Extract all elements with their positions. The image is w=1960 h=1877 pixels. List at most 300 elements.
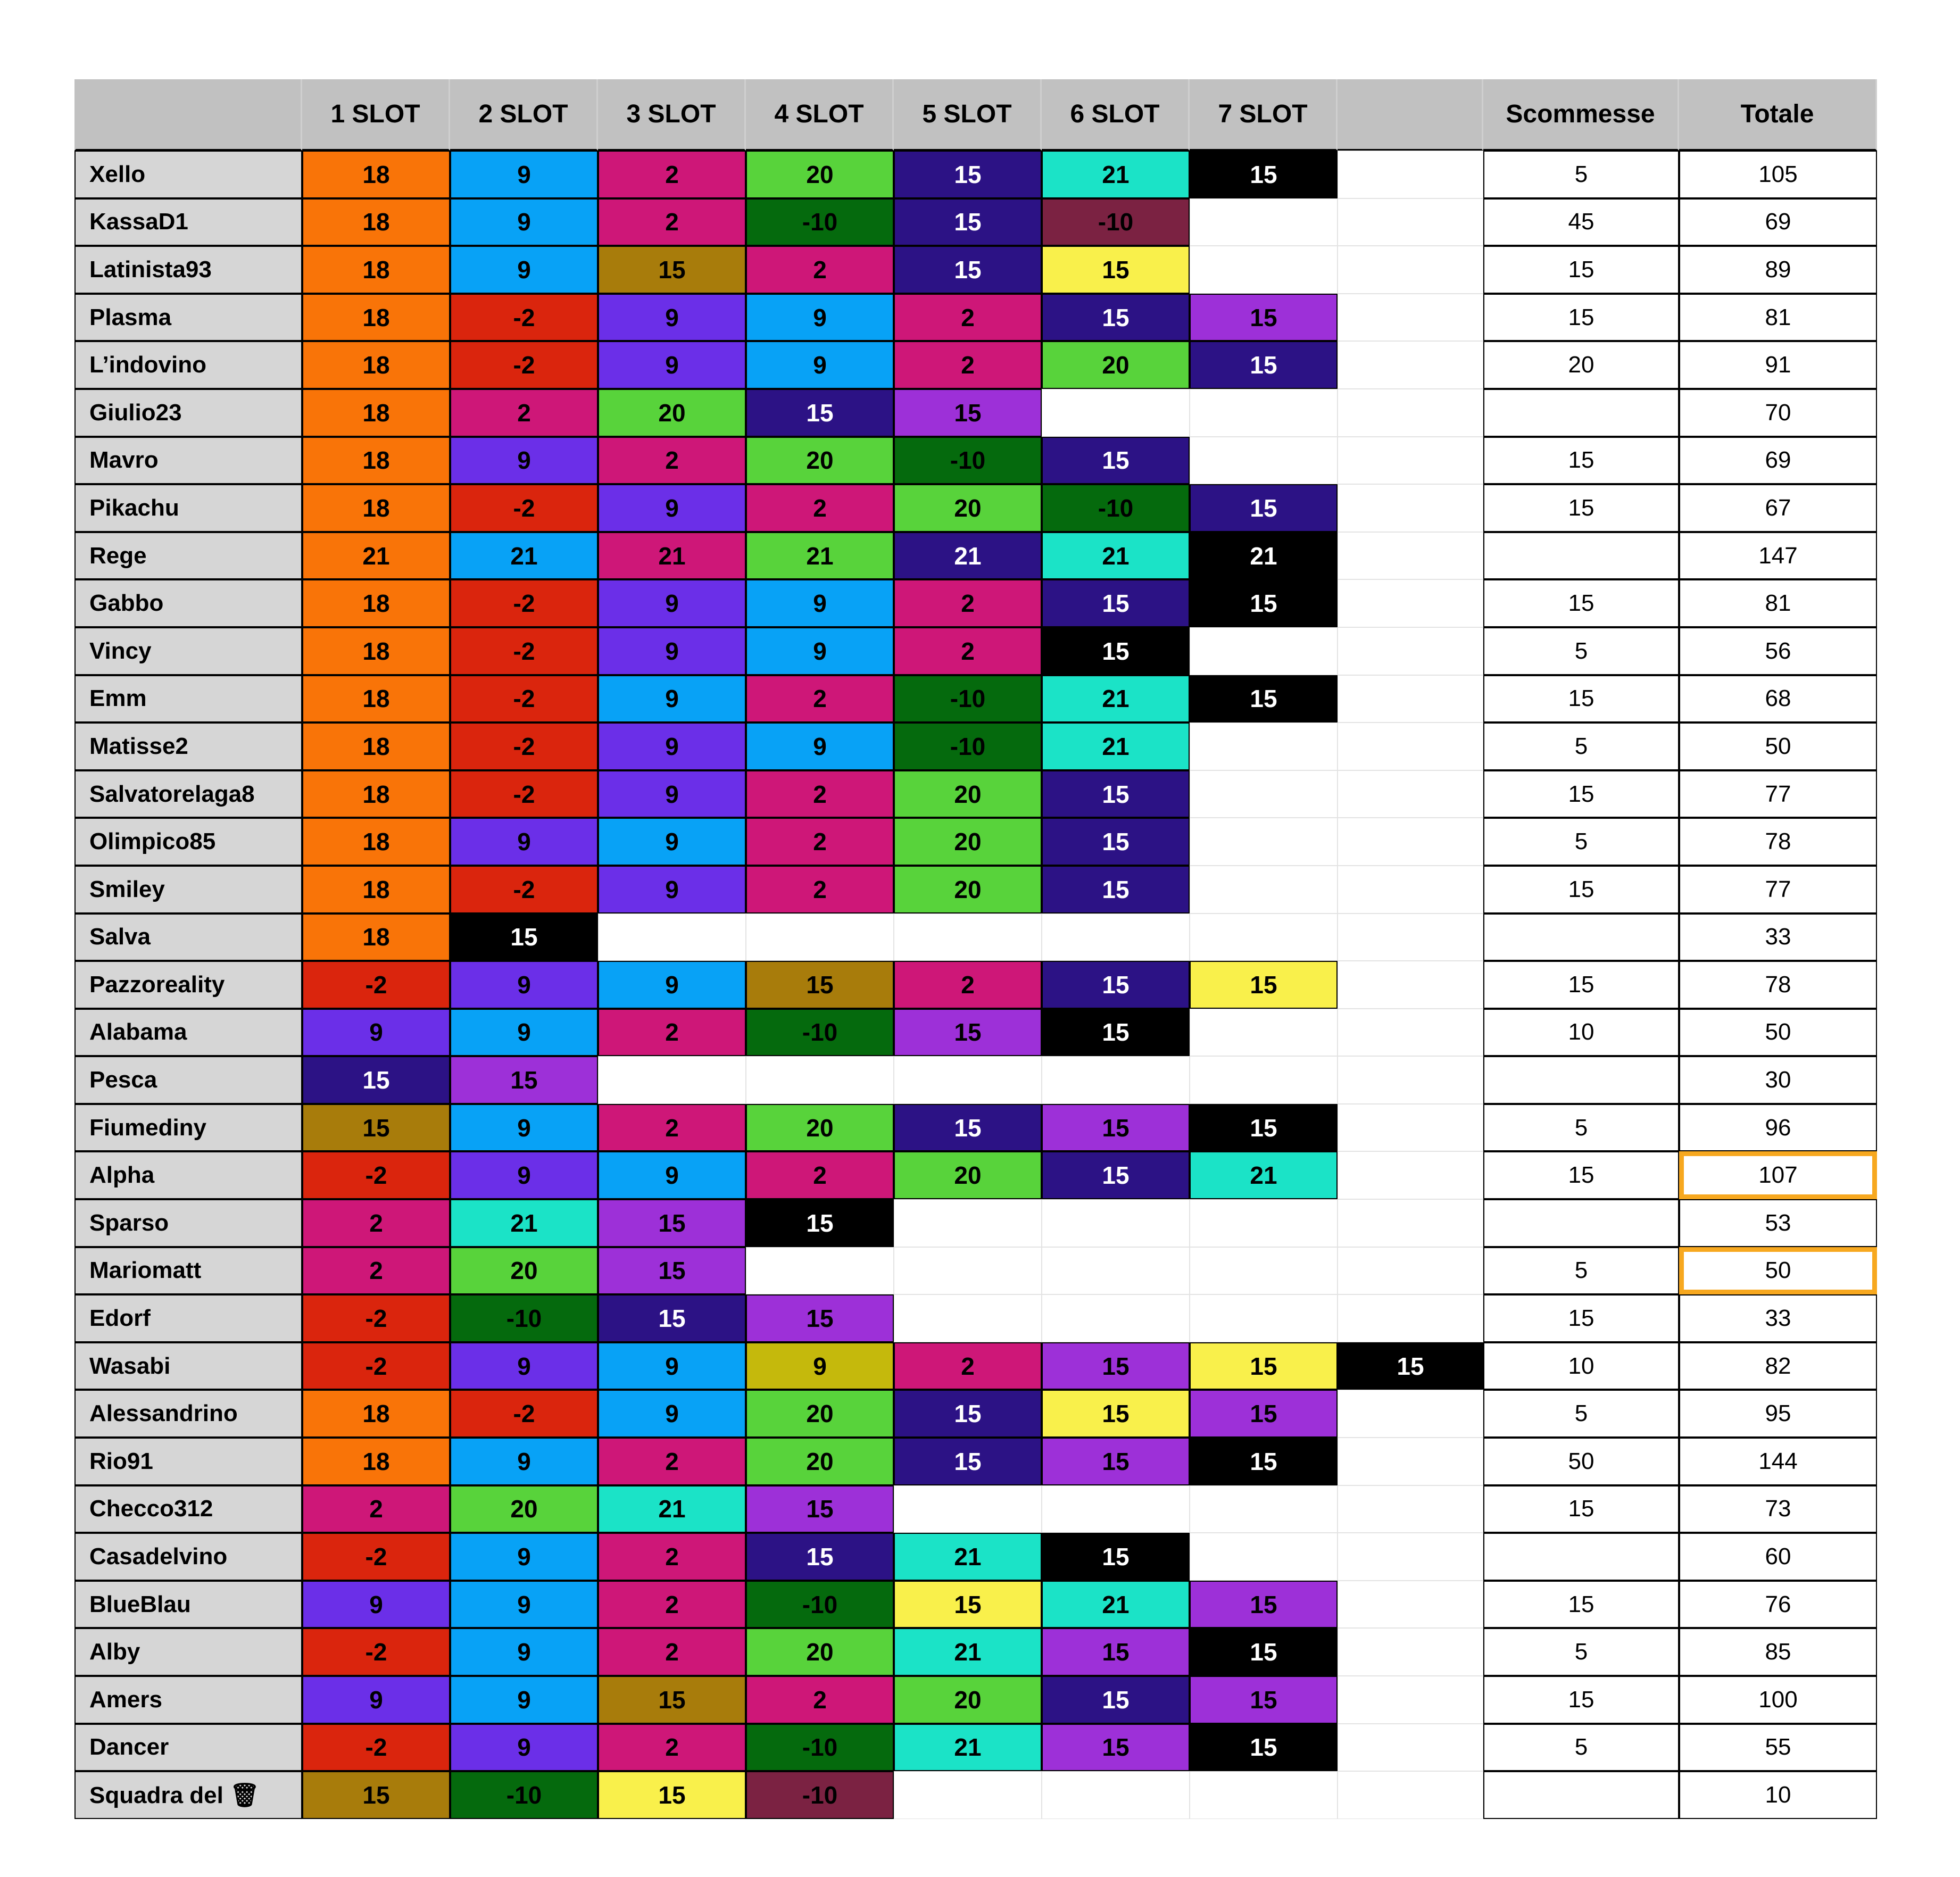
- slot-cell[interactable]: 21: [1042, 722, 1190, 770]
- slot-cell[interactable]: 15: [1042, 1009, 1190, 1057]
- slot-cell[interactable]: -2: [450, 1390, 598, 1438]
- slot-cell[interactable]: 9: [450, 1342, 598, 1390]
- slot-cell[interactable]: 18: [302, 1390, 450, 1438]
- slot-cell[interactable]: 9: [746, 722, 894, 770]
- totale-cell[interactable]: 89: [1679, 246, 1877, 294]
- slot-cell[interactable]: 18: [302, 151, 450, 198]
- row-label[interactable]: Checco312: [74, 1485, 302, 1533]
- slot-cell-empty[interactable]: [1042, 1485, 1190, 1533]
- row-label[interactable]: Wasabi: [74, 1342, 302, 1390]
- slot-cell[interactable]: 9: [450, 437, 598, 485]
- slot-cell[interactable]: 21: [894, 1533, 1042, 1581]
- row-label[interactable]: Mariomatt: [74, 1247, 302, 1295]
- scommesse-cell[interactable]: 15: [1483, 1294, 1679, 1342]
- slot-cell[interactable]: 15: [1042, 818, 1190, 866]
- slot-cell[interactable]: 18: [302, 818, 450, 866]
- corner-header-cell[interactable]: [74, 79, 302, 151]
- slot-cell[interactable]: -2: [302, 1628, 450, 1676]
- totale-cell[interactable]: 147: [1679, 532, 1877, 580]
- row-label[interactable]: Dancer: [74, 1724, 302, 1772]
- column-header-1-slot[interactable]: 1 SLOT: [302, 79, 450, 151]
- scommesse-cell[interactable]: 10: [1483, 1342, 1679, 1390]
- slot-cell[interactable]: 20: [894, 818, 1042, 866]
- slot-cell[interactable]: 2: [746, 1151, 894, 1199]
- row-label[interactable]: Latinista93: [74, 246, 302, 294]
- slot-cell[interactable]: 9: [598, 627, 746, 675]
- slot-cell[interactable]: 15: [746, 1485, 894, 1533]
- slot-cell[interactable]: -10: [1042, 484, 1190, 532]
- slot-cell[interactable]: 21: [1190, 1151, 1338, 1199]
- slot-cell[interactable]: 20: [746, 151, 894, 198]
- slot-cell[interactable]: 15: [1042, 579, 1190, 627]
- slot-cell[interactable]: -2: [450, 675, 598, 723]
- gap-cell[interactable]: [1338, 532, 1483, 580]
- slot-cell[interactable]: -10: [450, 1294, 598, 1342]
- slot-cell[interactable]: 15: [1190, 1628, 1338, 1676]
- slot-cell[interactable]: 21: [1042, 532, 1190, 580]
- scommesse-cell[interactable]: 15: [1483, 246, 1679, 294]
- row-label[interactable]: Squadra del 🗑: [74, 1771, 302, 1819]
- column-header-6-slot[interactable]: 6 SLOT: [1042, 79, 1190, 151]
- slot-cell[interactable]: 15: [598, 1676, 746, 1724]
- slot-cell[interactable]: 2: [598, 151, 746, 198]
- slot-cell-empty[interactable]: [1190, 389, 1338, 437]
- row-label[interactable]: Pazzoreality: [74, 961, 302, 1009]
- slot-cell-empty[interactable]: [1190, 818, 1338, 866]
- slot-cell[interactable]: 15: [450, 913, 598, 961]
- slot-cell[interactable]: 9: [598, 579, 746, 627]
- totale-cell[interactable]: 68: [1679, 675, 1877, 723]
- slot-cell-empty[interactable]: [1190, 1056, 1338, 1104]
- totale-cell[interactable]: 55: [1679, 1724, 1877, 1772]
- row-label[interactable]: Alessandrino: [74, 1390, 302, 1438]
- slot-cell[interactable]: 15: [1042, 1724, 1190, 1772]
- slot-cell[interactable]: 2: [450, 389, 598, 437]
- gap-cell[interactable]: [1338, 1485, 1483, 1533]
- gap-cell[interactable]: [1338, 1438, 1483, 1485]
- slot-cell[interactable]: 15: [1338, 1342, 1483, 1390]
- totale-cell-highlighted[interactable]: 107: [1679, 1151, 1877, 1199]
- slot-cell[interactable]: 15: [894, 246, 1042, 294]
- slot-cell[interactable]: 2: [598, 198, 746, 246]
- slot-cell[interactable]: 2: [598, 1628, 746, 1676]
- slot-cell[interactable]: 15: [894, 151, 1042, 198]
- slot-cell-empty[interactable]: [1190, 1294, 1338, 1342]
- slot-cell[interactable]: 21: [1042, 151, 1190, 198]
- slot-cell[interactable]: 9: [598, 675, 746, 723]
- column-header-3-slot[interactable]: 3 SLOT: [598, 79, 746, 151]
- gap-cell[interactable]: [1338, 627, 1483, 675]
- slot-cell[interactable]: 9: [450, 961, 598, 1009]
- scommesse-cell[interactable]: 15: [1483, 1151, 1679, 1199]
- row-label[interactable]: Edorf: [74, 1294, 302, 1342]
- totale-cell[interactable]: 85: [1679, 1628, 1877, 1676]
- slot-cell[interactable]: 20: [746, 437, 894, 485]
- slot-cell-empty[interactable]: [1190, 1533, 1338, 1581]
- gap-cell[interactable]: [1338, 913, 1483, 961]
- row-label[interactable]: Vincy: [74, 627, 302, 675]
- totale-cell[interactable]: 96: [1679, 1104, 1877, 1152]
- slot-cell[interactable]: 9: [598, 722, 746, 770]
- slot-cell[interactable]: 9: [450, 1009, 598, 1057]
- slot-cell[interactable]: 15: [1042, 1533, 1190, 1581]
- slot-cell[interactable]: 2: [598, 1533, 746, 1581]
- totale-cell[interactable]: 50: [1679, 1009, 1877, 1057]
- slot-cell[interactable]: 15: [598, 1247, 746, 1295]
- gap-cell[interactable]: [1338, 1247, 1483, 1295]
- slot-cell[interactable]: 20: [894, 866, 1042, 913]
- slot-cell[interactable]: 2: [598, 1104, 746, 1152]
- gap-cell[interactable]: [1338, 1724, 1483, 1772]
- slot-cell[interactable]: 15: [1042, 1104, 1190, 1152]
- slot-cell[interactable]: 21: [894, 1724, 1042, 1772]
- totale-cell[interactable]: 82: [1679, 1342, 1877, 1390]
- scommesse-cell[interactable]: [1483, 1056, 1679, 1104]
- slot-cell-empty[interactable]: [1042, 1056, 1190, 1104]
- scommesse-cell[interactable]: 15: [1483, 961, 1679, 1009]
- slot-cell-empty[interactable]: [746, 913, 894, 961]
- totale-cell[interactable]: 77: [1679, 770, 1877, 818]
- slot-cell-empty[interactable]: [1042, 1771, 1190, 1819]
- slot-cell[interactable]: 20: [894, 770, 1042, 818]
- slot-cell[interactable]: 2: [746, 866, 894, 913]
- slot-cell[interactable]: 18: [302, 579, 450, 627]
- row-label[interactable]: Xello: [74, 151, 302, 198]
- totale-cell[interactable]: 95: [1679, 1390, 1877, 1438]
- scommesse-cell[interactable]: 45: [1483, 198, 1679, 246]
- slot-cell-empty[interactable]: [1042, 913, 1190, 961]
- slot-cell[interactable]: 15: [1190, 484, 1338, 532]
- slot-cell[interactable]: 15: [302, 1104, 450, 1152]
- gap-cell[interactable]: [1338, 1676, 1483, 1724]
- column-header-2-slot[interactable]: 2 SLOT: [450, 79, 598, 151]
- column-header-5-slot[interactable]: 5 SLOT: [894, 79, 1042, 151]
- slot-cell[interactable]: 9: [746, 627, 894, 675]
- row-label[interactable]: L’indovino: [74, 341, 302, 389]
- slot-cell[interactable]: -2: [450, 484, 598, 532]
- slot-cell[interactable]: 9: [598, 961, 746, 1009]
- slot-cell[interactable]: 21: [1042, 675, 1190, 723]
- totale-cell[interactable]: 33: [1679, 913, 1877, 961]
- slot-cell[interactable]: 15: [1190, 1724, 1338, 1772]
- scommesse-cell[interactable]: [1483, 1771, 1679, 1819]
- row-label[interactable]: Emm: [74, 675, 302, 723]
- slot-cell[interactable]: 2: [746, 770, 894, 818]
- totale-cell[interactable]: 53: [1679, 1199, 1877, 1247]
- slot-cell[interactable]: 20: [450, 1485, 598, 1533]
- slot-cell[interactable]: 15: [894, 198, 1042, 246]
- slot-cell-empty[interactable]: [894, 1199, 1042, 1247]
- gap-cell[interactable]: [1338, 675, 1483, 723]
- scommesse-cell[interactable]: 5: [1483, 818, 1679, 866]
- slot-cell[interactable]: 21: [1190, 532, 1338, 580]
- slot-cell[interactable]: 15: [1190, 1438, 1338, 1485]
- slot-cell[interactable]: 2: [746, 484, 894, 532]
- slot-cell-empty[interactable]: [894, 1247, 1042, 1295]
- slot-cell-empty[interactable]: [746, 1056, 894, 1104]
- slot-cell[interactable]: 15: [1042, 627, 1190, 675]
- slot-cell[interactable]: 18: [302, 722, 450, 770]
- totale-cell[interactable]: 77: [1679, 866, 1877, 913]
- slot-cell[interactable]: 20: [746, 1438, 894, 1485]
- slot-cell[interactable]: 20: [894, 1676, 1042, 1724]
- gap-cell[interactable]: [1338, 484, 1483, 532]
- slot-cell[interactable]: 9: [450, 1628, 598, 1676]
- slot-cell[interactable]: -2: [302, 1724, 450, 1772]
- scommesse-cell[interactable]: 10: [1483, 1009, 1679, 1057]
- gap-cell[interactable]: [1338, 1104, 1483, 1152]
- slot-cell[interactable]: 9: [746, 341, 894, 389]
- slot-cell[interactable]: 15: [1190, 1390, 1338, 1438]
- slot-cell-empty[interactable]: [1190, 1247, 1338, 1295]
- slot-cell[interactable]: 9: [598, 818, 746, 866]
- slot-cell[interactable]: 2: [894, 961, 1042, 1009]
- slot-cell[interactable]: -2: [450, 866, 598, 913]
- slot-cell[interactable]: 20: [746, 1628, 894, 1676]
- scommesse-cell[interactable]: 15: [1483, 579, 1679, 627]
- slot-cell-empty[interactable]: [894, 1485, 1042, 1533]
- slot-cell[interactable]: 15: [1190, 579, 1338, 627]
- gap-cell[interactable]: [1338, 389, 1483, 437]
- row-label[interactable]: KassaD1: [74, 198, 302, 246]
- row-label[interactable]: Plasma: [74, 294, 302, 342]
- slot-cell[interactable]: 15: [894, 1009, 1042, 1057]
- row-label[interactable]: Alabama: [74, 1009, 302, 1057]
- totale-cell[interactable]: 76: [1679, 1581, 1877, 1629]
- totale-cell[interactable]: 67: [1679, 484, 1877, 532]
- slot-cell[interactable]: 9: [746, 579, 894, 627]
- slot-cell-empty[interactable]: [894, 913, 1042, 961]
- slot-cell[interactable]: 15: [1190, 1342, 1338, 1390]
- slot-cell-empty[interactable]: [1190, 198, 1338, 246]
- slot-cell[interactable]: 9: [450, 198, 598, 246]
- slot-cell[interactable]: 15: [1042, 1342, 1190, 1390]
- gap-cell[interactable]: [1338, 1771, 1483, 1819]
- row-label[interactable]: Pikachu: [74, 484, 302, 532]
- slot-cell[interactable]: 9: [450, 151, 598, 198]
- scommesse-cell[interactable]: 15: [1483, 675, 1679, 723]
- slot-cell[interactable]: 15: [1042, 437, 1190, 485]
- slot-cell-empty[interactable]: [1190, 913, 1338, 961]
- row-label[interactable]: Fiumediny: [74, 1104, 302, 1152]
- slot-cell[interactable]: 15: [1042, 294, 1190, 342]
- slot-cell[interactable]: 21: [746, 532, 894, 580]
- row-label[interactable]: Gabbo: [74, 579, 302, 627]
- totale-cell[interactable]: 56: [1679, 627, 1877, 675]
- slot-cell[interactable]: -10: [746, 1009, 894, 1057]
- slot-cell[interactable]: 9: [302, 1676, 450, 1724]
- scommesse-cell[interactable]: 15: [1483, 1581, 1679, 1629]
- slot-cell-empty[interactable]: [1190, 1009, 1338, 1057]
- slot-cell[interactable]: 2: [302, 1247, 450, 1295]
- row-label[interactable]: Alpha: [74, 1151, 302, 1199]
- slot-cell[interactable]: 21: [450, 1199, 598, 1247]
- slot-cell[interactable]: 9: [598, 1390, 746, 1438]
- scommesse-cell[interactable]: 15: [1483, 770, 1679, 818]
- column-header-7-slot[interactable]: 7 SLOT: [1190, 79, 1338, 151]
- slot-cell[interactable]: 15: [1190, 151, 1338, 198]
- slot-cell[interactable]: 18: [302, 913, 450, 961]
- row-label[interactable]: Matisse2: [74, 722, 302, 770]
- slot-cell[interactable]: 2: [894, 1342, 1042, 1390]
- slot-cell-empty[interactable]: [894, 1294, 1042, 1342]
- slot-cell-empty[interactable]: [1042, 1247, 1190, 1295]
- slot-cell[interactable]: 9: [598, 1151, 746, 1199]
- slot-cell[interactable]: 15: [1042, 961, 1190, 1009]
- totale-cell[interactable]: 105: [1679, 151, 1877, 198]
- slot-cell-empty[interactable]: [1042, 1294, 1190, 1342]
- slot-cell[interactable]: 2: [746, 246, 894, 294]
- gap-cell[interactable]: [1338, 1628, 1483, 1676]
- slot-cell[interactable]: 15: [598, 1199, 746, 1247]
- slot-cell[interactable]: 20: [598, 389, 746, 437]
- scommesse-cell[interactable]: 5: [1483, 627, 1679, 675]
- scommesse-cell[interactable]: 5: [1483, 1390, 1679, 1438]
- slot-cell[interactable]: 15: [1042, 1628, 1190, 1676]
- scommesse-cell[interactable]: 5: [1483, 1628, 1679, 1676]
- slot-cell[interactable]: 9: [450, 246, 598, 294]
- slot-cell[interactable]: 21: [1042, 1581, 1190, 1629]
- slot-cell[interactable]: 15: [598, 246, 746, 294]
- slot-cell[interactable]: 15: [746, 389, 894, 437]
- slot-cell[interactable]: 18: [302, 675, 450, 723]
- slot-cell[interactable]: 2: [598, 437, 746, 485]
- slot-cell[interactable]: 2: [598, 1438, 746, 1485]
- slot-cell-empty[interactable]: [1190, 627, 1338, 675]
- slot-cell[interactable]: -10: [894, 675, 1042, 723]
- slot-cell[interactable]: 18: [302, 246, 450, 294]
- slot-cell[interactable]: 2: [746, 1676, 894, 1724]
- column-header-4-slot[interactable]: 4 SLOT: [746, 79, 894, 151]
- gap-cell[interactable]: [1338, 1151, 1483, 1199]
- slot-cell[interactable]: 15: [598, 1771, 746, 1819]
- totale-cell[interactable]: 69: [1679, 437, 1877, 485]
- totale-cell[interactable]: 10: [1679, 1771, 1877, 1819]
- slot-cell[interactable]: 2: [894, 627, 1042, 675]
- scommesse-cell[interactable]: 15: [1483, 437, 1679, 485]
- gap-cell[interactable]: [1338, 722, 1483, 770]
- gap-cell[interactable]: [1338, 1581, 1483, 1629]
- slot-cell[interactable]: 9: [302, 1009, 450, 1057]
- slot-cell-empty[interactable]: [1042, 1199, 1190, 1247]
- slot-cell[interactable]: 18: [302, 770, 450, 818]
- slot-cell[interactable]: 15: [302, 1056, 450, 1104]
- slot-cell-empty[interactable]: [1190, 437, 1338, 485]
- totale-cell[interactable]: 70: [1679, 389, 1877, 437]
- slot-cell[interactable]: 21: [302, 532, 450, 580]
- slot-cell[interactable]: -2: [302, 1342, 450, 1390]
- slot-cell[interactable]: 9: [746, 294, 894, 342]
- scommesse-cell[interactable]: [1483, 1199, 1679, 1247]
- slot-cell[interactable]: -10: [746, 1771, 894, 1819]
- totale-cell[interactable]: 91: [1679, 341, 1877, 389]
- slot-cell[interactable]: 2: [746, 818, 894, 866]
- gap-cell[interactable]: [1338, 198, 1483, 246]
- slot-cell[interactable]: 15: [894, 389, 1042, 437]
- slot-cell[interactable]: 2: [894, 579, 1042, 627]
- slot-cell[interactable]: 15: [598, 1294, 746, 1342]
- row-label[interactable]: Amers: [74, 1676, 302, 1724]
- slot-cell[interactable]: 20: [746, 1104, 894, 1152]
- slot-cell[interactable]: 21: [894, 1628, 1042, 1676]
- gap-cell[interactable]: [1338, 866, 1483, 913]
- slot-cell[interactable]: 18: [302, 437, 450, 485]
- slot-cell[interactable]: 15: [1042, 866, 1190, 913]
- gap-cell[interactable]: [1338, 770, 1483, 818]
- row-label[interactable]: Olimpico85: [74, 818, 302, 866]
- row-label[interactable]: Casadelvino: [74, 1533, 302, 1581]
- slot-cell[interactable]: -2: [450, 722, 598, 770]
- totale-cell[interactable]: 30: [1679, 1056, 1877, 1104]
- slot-cell[interactable]: 15: [302, 1771, 450, 1819]
- gap-cell[interactable]: [1338, 1056, 1483, 1104]
- row-label[interactable]: Mavro: [74, 437, 302, 485]
- slot-cell[interactable]: 18: [302, 866, 450, 913]
- slot-cell[interactable]: -2: [450, 294, 598, 342]
- slot-cell-empty[interactable]: [746, 1247, 894, 1295]
- gap-cell[interactable]: [1338, 1199, 1483, 1247]
- slot-cell[interactable]: 15: [1190, 1676, 1338, 1724]
- slot-cell[interactable]: 15: [746, 961, 894, 1009]
- slot-cell[interactable]: -2: [450, 579, 598, 627]
- slot-cell[interactable]: 2: [598, 1581, 746, 1629]
- scommesse-cell[interactable]: 5: [1483, 1247, 1679, 1295]
- gap-cell[interactable]: [1338, 151, 1483, 198]
- slot-cell[interactable]: 15: [1042, 1438, 1190, 1485]
- gap-cell[interactable]: [1338, 961, 1483, 1009]
- row-label[interactable]: Salvatorelaga8: [74, 770, 302, 818]
- slot-cell[interactable]: 20: [1042, 341, 1190, 389]
- slot-cell[interactable]: 15: [746, 1294, 894, 1342]
- slot-cell[interactable]: 21: [450, 532, 598, 580]
- gap-cell[interactable]: [1338, 341, 1483, 389]
- slot-cell[interactable]: -2: [450, 770, 598, 818]
- totale-cell[interactable]: 33: [1679, 1294, 1877, 1342]
- slot-cell[interactable]: 15: [1190, 341, 1338, 389]
- slot-cell[interactable]: 2: [302, 1199, 450, 1247]
- slot-cell[interactable]: 9: [598, 866, 746, 913]
- slot-cell[interactable]: 15: [1042, 1676, 1190, 1724]
- slot-cell[interactable]: 9: [450, 1676, 598, 1724]
- scommesse-cell[interactable]: 5: [1483, 722, 1679, 770]
- totale-cell[interactable]: 60: [1679, 1533, 1877, 1581]
- slot-cell[interactable]: 15: [746, 1533, 894, 1581]
- slot-cell[interactable]: -10: [746, 1724, 894, 1772]
- scommesse-cell[interactable]: 15: [1483, 484, 1679, 532]
- slot-cell[interactable]: 15: [450, 1056, 598, 1104]
- slot-cell-empty[interactable]: [598, 1056, 746, 1104]
- slot-cell-empty[interactable]: [1190, 246, 1338, 294]
- slot-cell[interactable]: 15: [1190, 294, 1338, 342]
- totale-cell[interactable]: 81: [1679, 294, 1877, 342]
- slot-cell-empty[interactable]: [1042, 389, 1190, 437]
- slot-cell[interactable]: 18: [302, 198, 450, 246]
- slot-cell[interactable]: 15: [1042, 246, 1190, 294]
- slot-cell-empty[interactable]: [1190, 1199, 1338, 1247]
- slot-cell[interactable]: 15: [1190, 1104, 1338, 1152]
- row-label[interactable]: Giulio23: [74, 389, 302, 437]
- totale-cell[interactable]: 50: [1679, 722, 1877, 770]
- slot-cell-empty[interactable]: [598, 913, 746, 961]
- slot-cell[interactable]: 15: [1190, 675, 1338, 723]
- slot-cell[interactable]: 21: [894, 532, 1042, 580]
- slot-cell[interactable]: 18: [302, 627, 450, 675]
- scommesse-cell[interactable]: [1483, 1533, 1679, 1581]
- slot-cell[interactable]: -2: [302, 1151, 450, 1199]
- slot-cell[interactable]: 20: [746, 1390, 894, 1438]
- row-label[interactable]: BlueBlau: [74, 1581, 302, 1629]
- slot-cell-empty[interactable]: [1190, 1485, 1338, 1533]
